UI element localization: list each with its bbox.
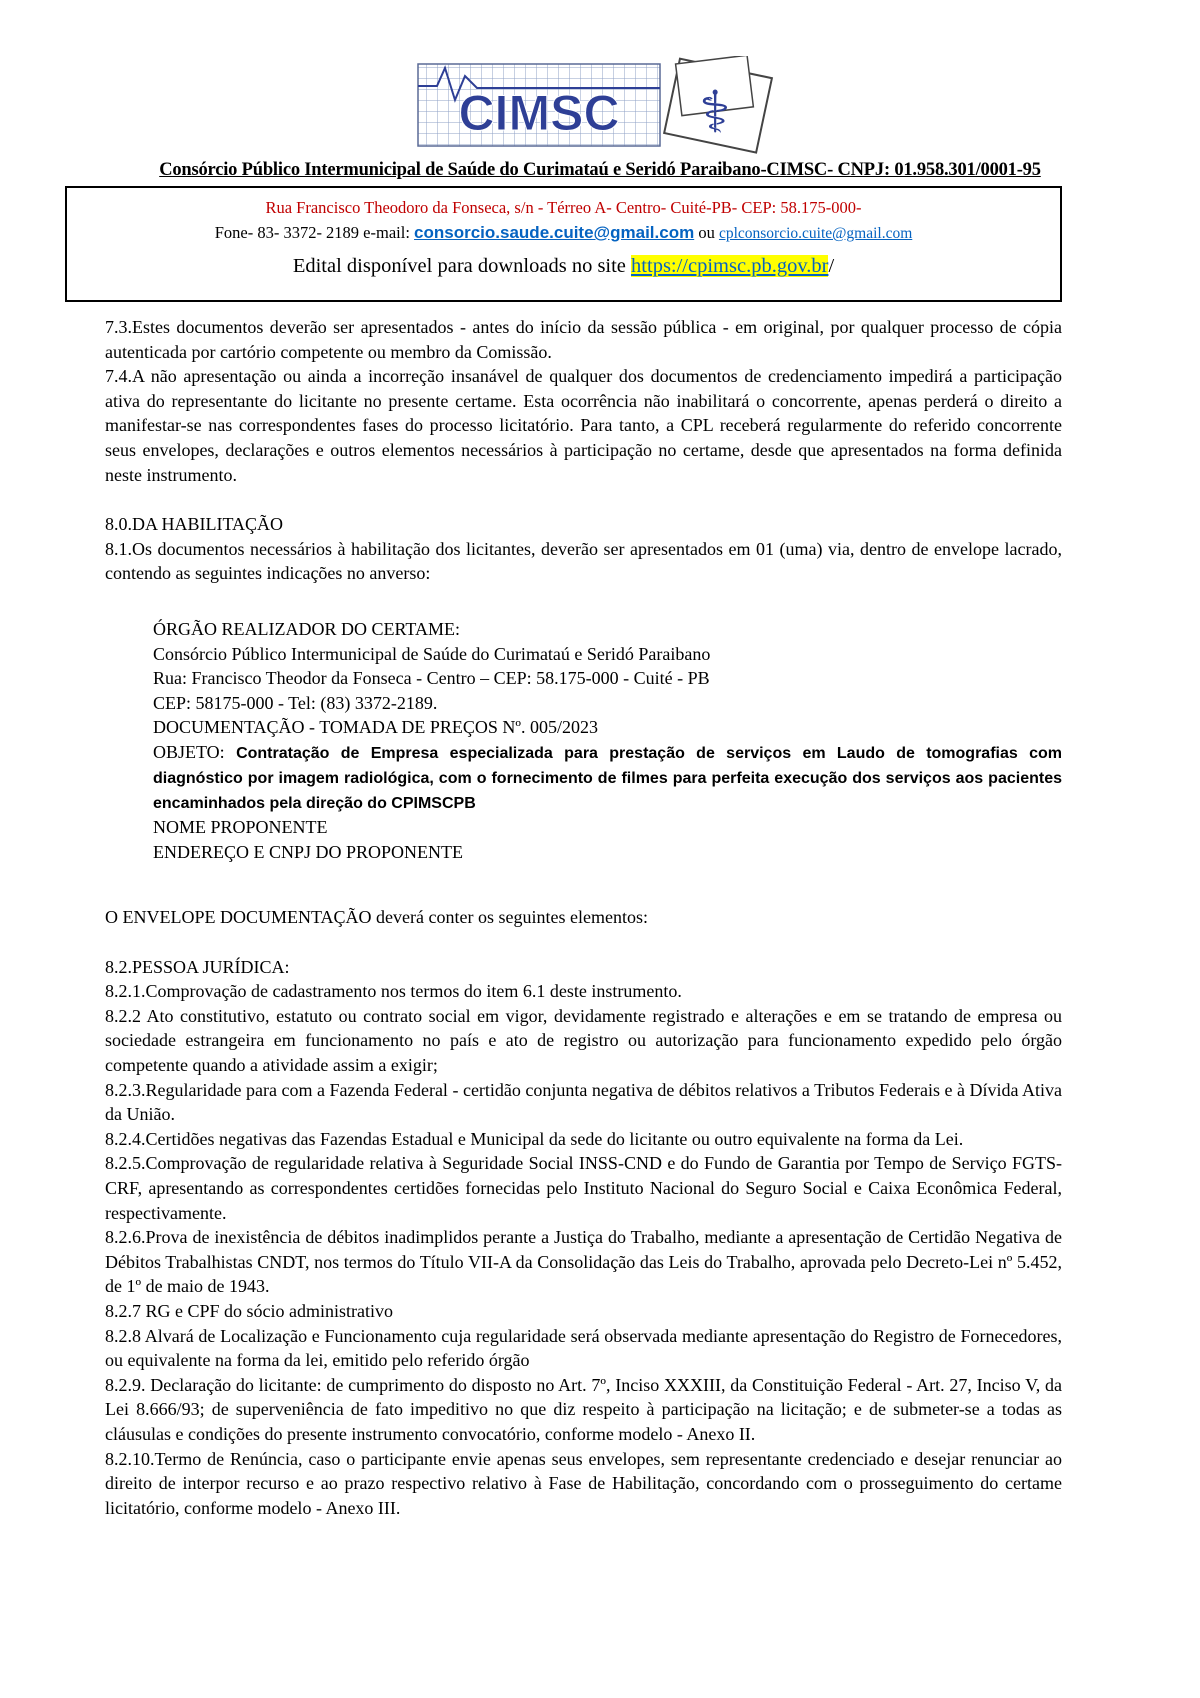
paragraph-8-2-5: 8.2.5.Comprovação de regularidade relativa à Seguridade Social INSS-CND e do Fundo de Garantia por Tempo de Serviço FGTS-CRF, apresentando as correspondentes certidões fornecidas pelo Instituto Nacional do Seguro Social e Caixa Econômica Federal, respectivamente. [105,1153,1062,1223]
document-body [105,315,1062,1520]
document-title: Consórcio Público Intermunicipal de Saúde do Curimataú e Seridó Paraibano-CIMSC- CNPJ: 01.958.301/0001-95 [159,160,1041,180]
heading-8-2: 8.2.PESSOA JURÍDICA: [105,956,290,977]
objeto-label: OBJETO: [153,741,237,762]
block-line-rua: Rua: Francisco Theodor da Fonseca - Centro – CEP: 58.175-000 - Cuité - PB [153,668,710,689]
info-box [65,186,1062,302]
paragraph-8-2-3: 8.2.3.Regularidade para com a Fazenda Federal - certidão conjunta negativa de débitos relativos a Tributos Federais e à Dívida Ativa da União. [105,1079,1062,1125]
paragraph-envelope: O ENVELOPE DOCUMENTAÇÃO deverá conter os seguintes elementos: [105,907,648,928]
block-line-cep: CEP: 58175-000 - Tel: (83) 3372-2189. [153,692,438,713]
edital-prefix: Edital disponível para downloads no site [292,255,632,277]
edital-line [77,250,1050,282]
paragraph-7-3: 7.3.Estes documentos deverão ser apresentados - antes do início da sessão pública - em original, por qualquer processo de cópia autenticada por cartório competente ou membro da Comissão. [105,317,1062,362]
paragraph-8-2-7: 8.2.7 RG e CPF do sócio administrativo [105,1301,393,1321]
paragraph-8-1: 8.1.Os documentos necessários à habilitação dos licitantes, deverão ser apresentados em 01 (uma) via, dentro de envelope lacrado, contendo as seguintes indicações no anverso: [105,538,1062,584]
caduceus-icon: ⚕ [699,78,731,146]
paragraph-8-2-2: 8.2.2 Ato constitutivo, estatuto ou contrato social em vigor, devidamente registrado e alterações e em se tratando de empresa ou sociedade estrangeira em funcionamento no país e ato de registro ou autorização para funcionamento expedido pelo órgão competente quando a atividade assim a exigir; [105,1005,1062,1076]
block-line-consorcio: Consórcio Público Intermunicipal de Saúde do Curimataú e Seridó Paraibano [153,643,711,664]
contact-line [77,219,1050,247]
objeto-line [153,740,1062,815]
paragraph-8-2-9: 8.2.9. Declaração do licitante: de cumprimento do disposto no Art. 7º, Inciso XXXIII, da Constituição Federal - Art. 27, Inciso V, da Lei 8.666/93; de superveniência de fato impeditivo no que diz respeito à participação na licitação; e de submeter-se a todas as cláusulas e condições do presente instrumento convocatório, conforme modelo - Anexo II. [105,1374,1062,1444]
envelope-label-block [153,617,1062,864]
cimsc-logo [415,56,785,154]
objeto-text: Contratação de Empresa especializada para prestação de serviços em Laudo de tomografias com diagnóstico por imagem radiológica, com o fornecimento de filmes para perfeita execução dos serviços aos pacientes encaminhados pela direção do CPIMSCPB [153,744,1062,812]
email-primary-link[interactable]: consorcio.saude.cuite@gmail.com [414,223,695,242]
block-line-documentacao: DOCUMENTAÇÃO - TOMADA DE PREÇOS Nº. 005/2023 [153,717,599,738]
phone-label: Fone- 83- 3372- 2189 e-mail: [214,223,415,242]
paragraph-7-4: 7.4.A não apresentação ou ainda a incorreção insanável de qualquer dos documentos de credenciamento impedirá a participação ativa do representante do licitante no presente certame. Esta ocorrência não inabilitará o concorrente, apenas perderá o direito a manifestar-se nas correspondentes fases do processo licitatório. Para tanto, a CPL receberá regularmente do referido concorrente seus envelopes, declarações e outros elementos necessários à participação no certame, desde que apresentados na forma definida neste instrumento. [105,366,1062,485]
logo-text: CIMSC [458,85,620,141]
paragraph-8-2-4: 8.2.4.Certidões negativas das Fazendas Estadual e Municipal da sede do licitante ou outro equivalente na forma da Lei. [105,1128,964,1149]
heading-8-0: 8.0.DA HABILITAÇÃO [105,514,284,535]
paragraph-8-2-1: 8.2.1.Comprovação de cadastramento nos termos do item 6.1 deste instrumento. [105,981,682,1002]
logo-row [0,0,1200,154]
edital-suffix: / [828,255,835,277]
address-line: Rua Francisco Theodoro da Fonseca, s/n - Térreo A- Centro- Cuité-PB- CEP: 58.175-000- [265,198,862,217]
paragraph-8-2-8: 8.2.8 Alvará de Localização e Funcionamento cuja regularidade será observada mediante apresentação do Registro de Fornecedores, ou equivalente na forma da lei, emitido pelo referido órgão [105,1325,1062,1371]
block-line-orgao: ÓRGÃO REALIZADOR DO CERTAME: [153,618,460,639]
block-line-endereco: ENDEREÇO E CNPJ DO PROPONENTE [153,841,464,862]
edital-link[interactable]: https://cpimsc.pb.gov.br [631,255,829,277]
paragraph-8-2-10: 8.2.10.Termo de Renúncia, caso o participante envie apenas seus envelopes, sem representante credenciado e desejar renunciar ao direito de interpor recurso e ao prazo respectivo relativo à Fase de Habilitação, concordando com o prosseguimento do certame licitatório, conforme modelo - Anexo III. [105,1448,1062,1518]
block-line-nome: NOME PROPONENTE [153,816,328,837]
email-secondary-link[interactable]: cplconsorcio.cuite@gmail.com [718,225,913,242]
paragraph-8-2-6: 8.2.6.Prova de inexistência de débitos inadimplidos perante a Justiça do Trabalho, mediante a apresentação de Certidão Negativa de Débitos Trabalhistas CNDT, nos termos do Título VII-A da Consolidação das Leis do Trabalho, aprovada pelo Decreto-Lei nº 5.452, de 1º de maio de 1943. [105,1227,1062,1297]
email-separator: ou [694,223,719,242]
